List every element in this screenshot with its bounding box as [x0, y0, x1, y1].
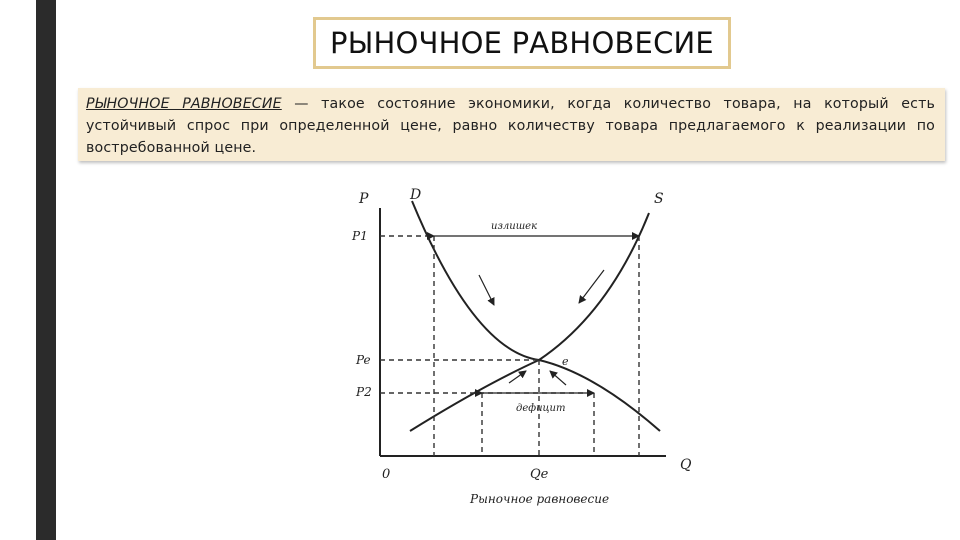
lower-right-adjust-arrow — [550, 371, 566, 385]
demand-label: D — [410, 187, 422, 203]
side-bar — [36, 0, 56, 540]
equilibrium-figure — [304, 173, 734, 519]
diagram-caption: Рыночное равновесие — [470, 492, 610, 506]
deficit-label: дефицит — [516, 403, 566, 414]
title-box — [313, 17, 731, 69]
pe-label: Pe — [356, 353, 371, 367]
supply-adjust-arrow — [579, 270, 604, 303]
q-axis-label: Q — [680, 457, 692, 473]
qe-label: Qe — [530, 467, 549, 482]
p1-label: P1 — [352, 229, 368, 243]
supply-curve — [410, 213, 649, 431]
surplus-label: излишек — [491, 221, 538, 232]
definition-box — [78, 88, 945, 161]
equilibrium-point-label: e — [562, 355, 569, 368]
p2-label: P2 — [356, 385, 372, 399]
definition-term: РЫНОЧНОЕ РАВНОВЕСИЕ — [86, 96, 282, 112]
supply-label: S — [654, 191, 664, 207]
origin-label: 0 — [382, 467, 391, 482]
definition-text: — такое состояние экономики, когда количество товара, на который есть устойчивый спрос при определенной цене, равно количеству товара предлагаемого к реализации по востребованной цене. — [86, 96, 935, 156]
demand-adjust-arrow — [479, 275, 494, 305]
equilibrium-diagram — [304, 173, 734, 519]
p-axis-label: P — [359, 191, 369, 207]
page-title: РЫНОЧНОЕ РАВНОВЕСИЕ — [330, 26, 714, 60]
